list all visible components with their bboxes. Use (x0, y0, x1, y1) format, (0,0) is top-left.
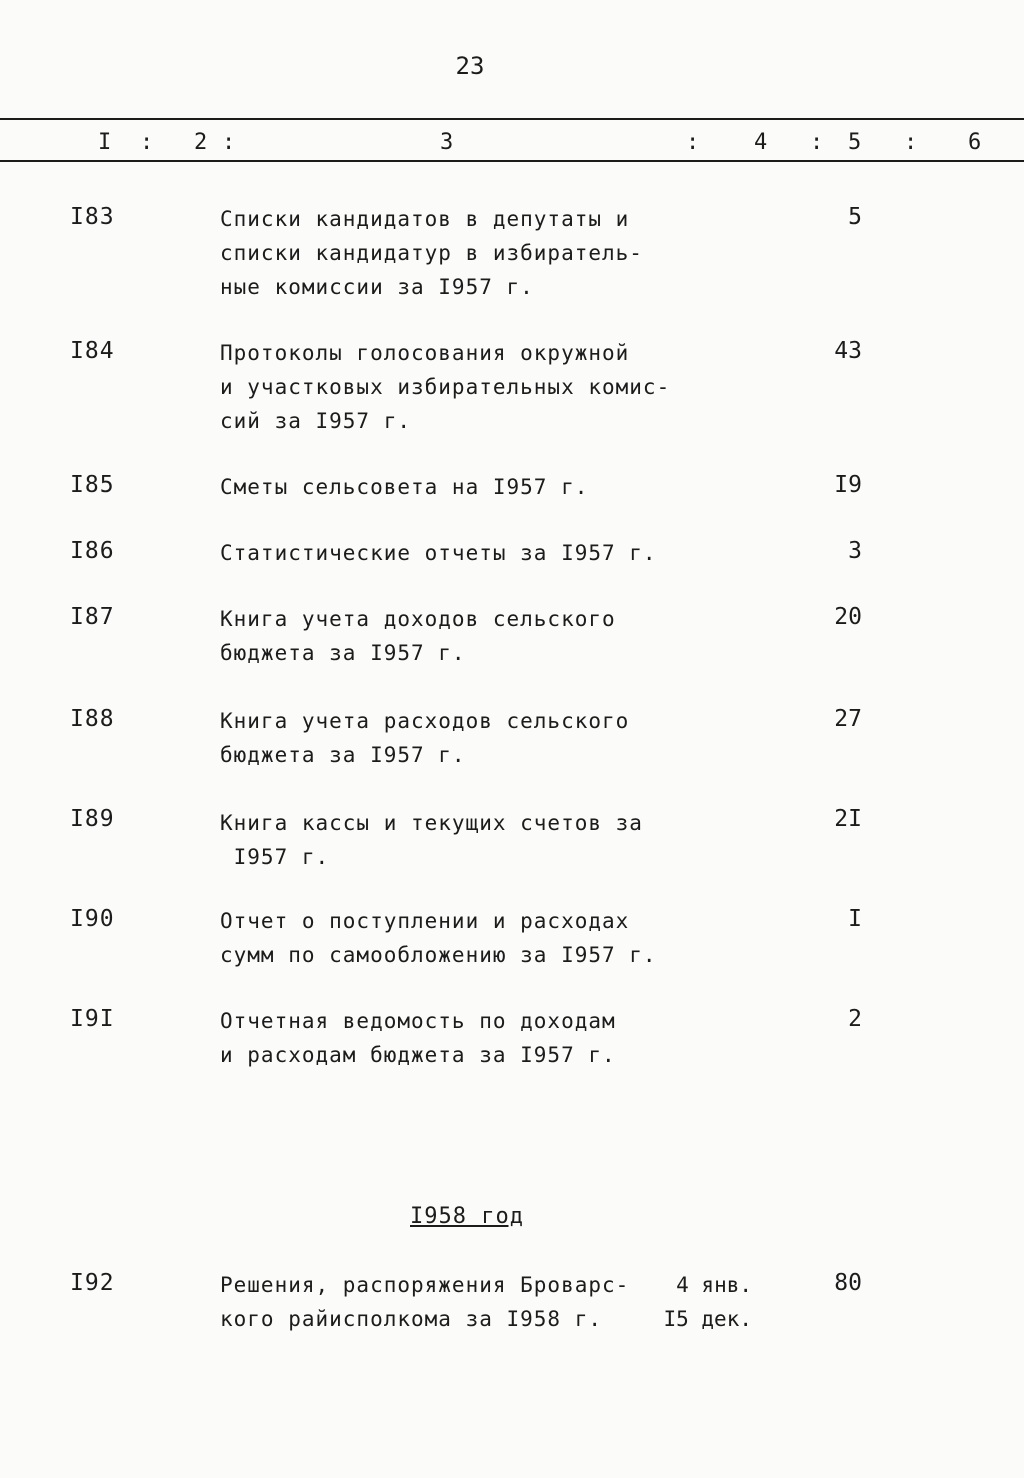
column-header-2: 2 (194, 130, 208, 155)
item-sheet-count: 43 (834, 338, 862, 364)
item-sheet-count: I (848, 906, 862, 932)
item-number: I85 (70, 472, 115, 498)
item-number: I92 (70, 1270, 115, 1296)
item-sheet-count: 3 (848, 538, 862, 564)
item-sheet-count: 5 (848, 204, 862, 230)
column-header-4: 4 (754, 130, 768, 155)
year-heading: I958 год (410, 1204, 524, 1229)
item-number: I89 (70, 806, 115, 832)
page-number: 23 (455, 52, 485, 80)
item-title: Книга учета расходов сельского бюджета за I957 г. (220, 709, 630, 767)
item-title: Отчетная ведомость по доходам и расходам бюджета за I957 г. (220, 1009, 616, 1067)
item-sheet-count: 27 (834, 706, 862, 732)
item-number: I84 (70, 338, 115, 364)
item-title: Решения, распоряжения Броварс- кого райисполкома за I958 г. (220, 1273, 630, 1331)
item-number: I9I (70, 1006, 115, 1032)
item-number: I88 (70, 706, 115, 732)
column-separator: : (904, 130, 918, 155)
item-number: I87 (70, 604, 115, 630)
item-title: Сметы сельсовета на I957 г. (220, 475, 589, 499)
column-header-3: 3 (440, 130, 454, 155)
item-sheet-count: 80 (834, 1270, 862, 1296)
column-separator: : (686, 130, 700, 155)
item-number: I86 (70, 538, 115, 564)
header-bottom-rule (0, 160, 1024, 162)
item-title: Статистические отчеты за I957 г. (220, 541, 657, 565)
item-dates: 4 янв. I5 дек. (663, 1273, 752, 1331)
column-header-5: 5 (848, 130, 862, 155)
item-number: I90 (70, 906, 115, 932)
column-separator: : (810, 130, 824, 155)
column-separator: : (222, 130, 236, 155)
item-sheet-count: 2I (834, 806, 862, 832)
item-number: I83 (70, 204, 115, 230)
header-top-rule (0, 118, 1024, 120)
item-sheet-count: 20 (834, 604, 862, 630)
item-title: Протоколы голосования окружной и участковых избирательных комис- сий за I957 г. (220, 341, 671, 433)
item-title: Отчет о поступлении и расходах сумм по самообложению за I957 г. (220, 909, 657, 967)
item-sheet-count: 2 (848, 1006, 862, 1032)
item-title: Книга учета доходов сельского бюджета за I957 г. (220, 607, 616, 665)
item-sheet-count: I9 (834, 472, 862, 498)
item-title: Списки кандидатов в депутаты и списки кандидатур в избиратель- ные комиссии за I957 г. (220, 207, 643, 299)
column-header-6: 6 (968, 130, 982, 155)
column-separator: : (140, 130, 154, 155)
column-header-1: I (98, 130, 112, 155)
item-title: Книга кассы и текущих счетов за I957 г. (220, 811, 643, 869)
